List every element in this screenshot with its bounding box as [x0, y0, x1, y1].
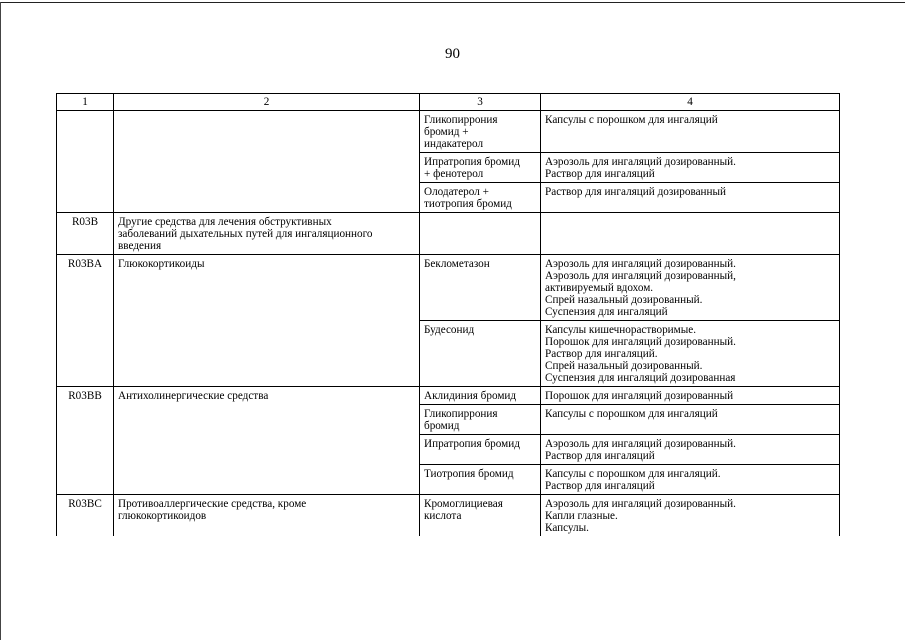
- page-number: 90: [445, 46, 460, 62]
- header-row: [57, 94, 840, 111]
- dosage-form-cell: Капсулы кишечнорастворимые. Порошок для ингаляций дозированный. Раствор для ингаляций. Спрей назальный дозированный. Суспензия для ингаляций дозированная: [541, 321, 840, 387]
- page-left-edge: [0, 2, 1, 640]
- substance-cell: Будесонид: [420, 321, 541, 387]
- dosage-form-cell: Аэрозоль для ингаляций дозированный. Аэрозоль для ингаляций дозированный, активируемый вдохом. Спрей назальный дозированный. Суспензия для ингаляций: [541, 255, 840, 321]
- substance-cell: Аклидиния бромид: [420, 387, 541, 405]
- code-cell: R03B: [57, 213, 114, 255]
- header-col-3: 3: [420, 94, 541, 111]
- header-col-2: 2: [114, 94, 420, 111]
- dosage-form-cell: Раствор для ингаляций дозированный: [541, 183, 840, 213]
- substance-cell: Гликопиррония бромид + индакатерол: [420, 111, 541, 153]
- substance-cell: Ипратропия бромид + фенотерол: [420, 153, 541, 183]
- table-row: [57, 213, 840, 255]
- table-row: [57, 111, 840, 153]
- dosage-form-cell: Аэрозоль для ингаляций дозированный. Капли глазные. Капсулы.: [541, 495, 840, 537]
- group-name-cell: [114, 111, 420, 213]
- dosage-form-cell: [541, 213, 840, 255]
- substance-cell: [420, 213, 541, 255]
- header-col-4: 4: [541, 94, 840, 111]
- code-cell: R03BB: [57, 387, 114, 495]
- substance-cell: Беклометазон: [420, 255, 541, 321]
- dosage-form-cell: Капсулы с порошком для ингаляций: [541, 111, 840, 153]
- code-cell: [57, 111, 114, 213]
- code-cell: R03BA: [57, 255, 114, 387]
- dosage-form-cell: Аэрозоль для ингаляций дозированный. Раствор для ингаляций: [541, 435, 840, 465]
- header-col-1: 1: [57, 94, 114, 111]
- dosage-form-cell: Порошок для ингаляций дозированный: [541, 387, 840, 405]
- substance-cell: Гликопиррония бромид: [420, 405, 541, 435]
- group-name-cell: Другие средства для лечения обструктивных заболеваний дыхательных путей для ингаляционного введения: [114, 213, 420, 255]
- drug-table: [56, 93, 840, 536]
- substance-cell: Кромоглициевая кислота: [420, 495, 541, 537]
- group-name-cell: Глюкокортикоиды: [114, 255, 420, 387]
- substance-cell: Олодатерол + тиотропия бромид: [420, 183, 541, 213]
- group-name-cell: Антихолинергические средства: [114, 387, 420, 495]
- table-row: [57, 255, 840, 321]
- dosage-form-cell: Капсулы с порошком для ингаляций. Раствор для ингаляций: [541, 465, 840, 495]
- dosage-form-cell: Аэрозоль для ингаляций дозированный. Раствор для ингаляций: [541, 153, 840, 183]
- page-top-edge: [0, 2, 905, 3]
- substance-cell: Ипратропия бромид: [420, 435, 541, 465]
- code-cell: R03BC: [57, 495, 114, 537]
- table-row: [57, 495, 840, 537]
- group-name-cell: Противоаллергические средства, кроме глюкокортикоидов: [114, 495, 420, 537]
- table-row: [57, 387, 840, 405]
- dosage-form-cell: Капсулы с порошком для ингаляций: [541, 405, 840, 435]
- substance-cell: Тиотропия бромид: [420, 465, 541, 495]
